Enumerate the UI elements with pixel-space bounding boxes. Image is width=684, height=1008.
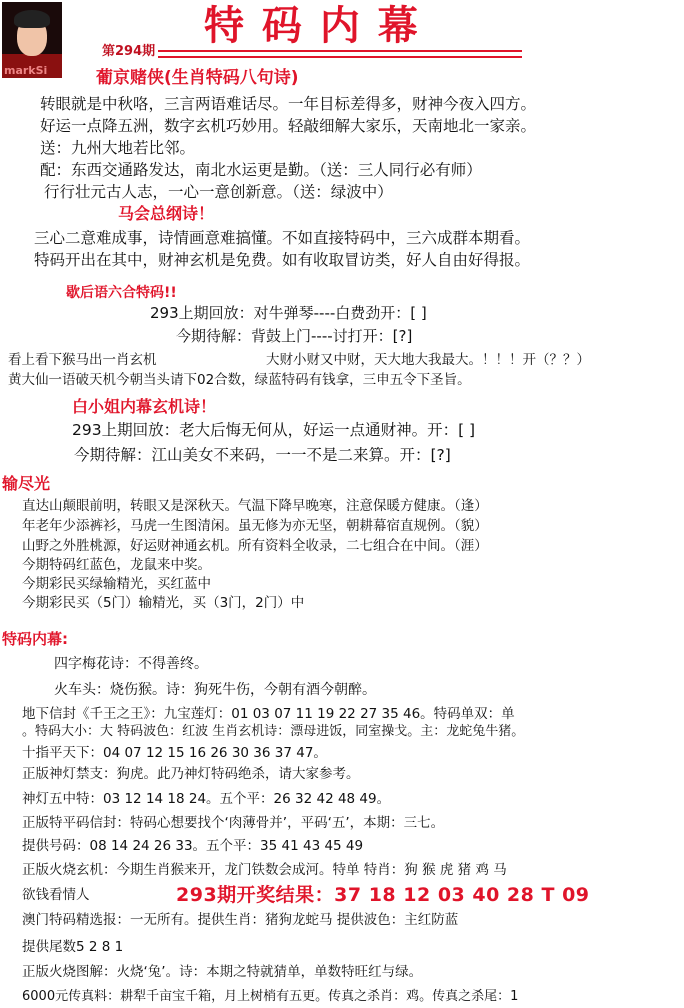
poem-line: 好运一点降五洲，数字玄机巧妙用。轻敲细解大家乐，天南地北一家亲。 bbox=[40, 117, 537, 135]
avatar-hair bbox=[14, 10, 50, 28]
info-line: 地下信封《千王之王》：九宝莲灯：01 03 07 11 19 22 27 35 46。特码单双：单 bbox=[22, 706, 515, 722]
info-line: 提供号码：08 14 24 26 33。五个平：35 41 43 45 49 bbox=[22, 838, 364, 854]
mid-line: 看上看下猴马出一肖玄机 bbox=[8, 352, 157, 368]
info-line: 提供尾数5 2 8 1 bbox=[22, 939, 124, 955]
section-title-riddle: 歇后语六合特码!! bbox=[66, 285, 177, 301]
poem-line: 送：九州大地若比邻。 bbox=[40, 139, 196, 157]
section-title-horse: 马会总纲诗！ bbox=[118, 204, 215, 223]
avatar-watermark: markSi bbox=[4, 64, 48, 77]
info-line: 神灯五中特：03 12 14 18 24。五个平：26 32 42 48 49。 bbox=[22, 791, 391, 807]
info-line: 今期彩民买（5门）输精光，买（3门，2门）中 bbox=[22, 595, 305, 611]
poem-line: 年老年少添裤衫，马虎一生图清闲。虽无修为亦无坚，朝耕幕宿直规例。（貌） bbox=[22, 518, 488, 534]
poem-line: 直达山颠眼前明，转眼又是深秋天。气温下降早晚寒，注意保暖方健康。（逢） bbox=[22, 498, 488, 514]
poem-line: 行行壮元古人志，一心一意创新意。（送：绿波中） bbox=[44, 183, 393, 201]
mid-line: 黄大仙一语破天机今朝当头请下02合数，绿蓝特码有钱拿，三申五令下圣旨。 bbox=[8, 372, 471, 388]
info-line: 正版火烧图解：火烧‘兔’。诗：本期之特就猜单，单数特旺红与绿。 bbox=[22, 964, 423, 980]
info-line: 。特码大小：大 特码波色：红波 生肖玄机诗：漂母进饭，同室操戈。主：龙蛇兔牛猪。 bbox=[22, 724, 525, 739]
poem-line: 转眼就是中秋咯，三言两语难话尽。一年目标差得多，财神今夜入四方。 bbox=[40, 95, 537, 113]
info-line: 欲钱看情人 bbox=[22, 887, 90, 903]
poem-line: 三心二意难成事，诗情画意难搞懂。不如直接特码中，三六成群本期看。 bbox=[34, 229, 531, 247]
mid-line: 大财小财又中财，天大地大我最大。！！！开（？？） bbox=[266, 352, 590, 368]
info-line: 正版神灯禁支：狗虎。此乃神灯特码绝杀，请大家参考。 bbox=[22, 766, 360, 782]
info-line: 正版火烧玄机：今期生肖猴来开，龙门铁数会成河。特单 特肖：狗 猴 虎 猪 鸡 马 bbox=[22, 862, 507, 878]
info-line: 6000元传真料：耕犁千亩宝千箱，月上树梢有五更。传真之杀肖：鸡。传真之杀尾：1 bbox=[22, 989, 519, 1004]
poem-line: 山野之外胜桃源，好运财神通玄机。所有资料全收录，二七组合在中间。（涯） bbox=[22, 538, 488, 554]
info-line: 四字梅花诗：不得善终。 bbox=[54, 656, 208, 672]
draw-result: 293期开奖结果：37 18 12 03 40 28 T 09 bbox=[176, 884, 590, 906]
header-rule-bottom bbox=[158, 56, 522, 58]
info-line: 今期特码红蓝色，龙鼠来中奖。 bbox=[22, 557, 211, 573]
poem-line: 293上期回放：老大后悔无何从，好运一点通财神。开：[ ] bbox=[72, 421, 476, 439]
riddle-line: 今期待解：背鼓上门----讨打开：[?] bbox=[176, 327, 413, 345]
section-title-baixiaojie: 白小姐内幕玄机诗！ bbox=[72, 397, 217, 416]
info-line: 澳门特码精选报：一无所有。提供生肖：猪狗龙蛇马 提供波色：主红防蓝 bbox=[22, 912, 459, 928]
poem-line: 特码开出在其中，财神玄机是免费。如有收取冒访类，好人自由好得报。 bbox=[34, 251, 531, 269]
poem-line: 配：东西交通路发达，南北水运更是勤。（送：三人同行必有师） bbox=[40, 161, 482, 179]
info-line: 今期彩民买绿输精光，买红蓝中 bbox=[22, 576, 211, 592]
page-title: 特 码 内 幕 bbox=[204, 2, 420, 49]
section-title-grapes: 葡京赌侠(生肖特码八句诗) bbox=[96, 68, 299, 88]
riddle-line: 293上期回放：对牛弹琴----白费劲开：[ ] bbox=[150, 304, 427, 322]
section-title-inside: 特码内幕: bbox=[2, 630, 68, 648]
issue-number: 第294期 bbox=[102, 44, 156, 59]
avatar bbox=[2, 2, 62, 78]
section-title-lose-all: 输尽光 bbox=[2, 474, 51, 493]
header-rule-top bbox=[158, 50, 522, 52]
poem-line: 今期待解：江山美女不来码，一一不是二来算。开：[?] bbox=[74, 446, 451, 464]
info-line: 正版特平码信封：特码心想要找个‘肉薄骨并’，平码‘五’，本期：三七。 bbox=[22, 815, 445, 831]
info-line: 火车头：烧伤猴。诗：狗死牛伤，今朝有酒今朝醉。 bbox=[54, 682, 376, 698]
info-line: 十指平天下：04 07 12 15 16 26 30 36 37 47。 bbox=[22, 745, 327, 761]
